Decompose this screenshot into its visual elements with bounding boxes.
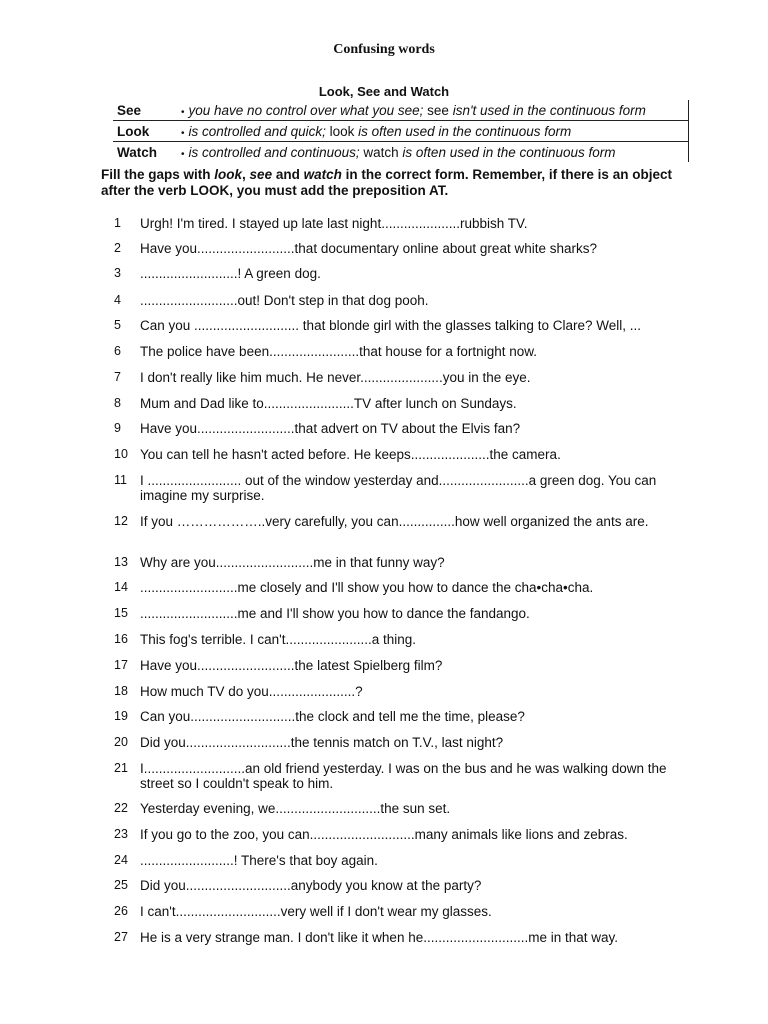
question-item xyxy=(112,735,672,750)
question-number: 26 xyxy=(114,904,128,918)
bullet-icon: • xyxy=(181,127,185,139)
question-item xyxy=(112,555,672,570)
question-text: Yesterday evening, we............................the sun set. xyxy=(140,801,451,816)
question-number: 9 xyxy=(114,421,121,435)
question-item xyxy=(112,684,672,699)
question-text: I...........................an old friend yesterday. I was on the bus and he was walking down the street so I couldn't speak to him. xyxy=(140,761,667,791)
question-item xyxy=(112,396,672,411)
question-item xyxy=(112,318,672,333)
question-text: Have you..........................that documentary online about great white sharks? xyxy=(140,241,597,256)
question-text: ..........................me closely and I'll show you how to dance the cha•cha•cha. xyxy=(140,580,594,595)
question-number: 24 xyxy=(114,853,128,867)
question-item xyxy=(112,709,672,724)
definition-text: • is controlled and quick; look is often used in the continuous form xyxy=(177,121,689,142)
question-item xyxy=(112,266,672,281)
question-number: 6 xyxy=(114,344,121,358)
question-item xyxy=(112,761,672,791)
question-text: I ......................... out of the window yesterday and........................a green dog. You can imagine my surprise. xyxy=(140,473,657,503)
worksheet-title: Confusing words xyxy=(333,42,435,57)
question-item xyxy=(112,514,672,529)
question-number: 3 xyxy=(114,266,121,280)
question-item xyxy=(112,241,672,256)
question-item xyxy=(112,473,672,503)
question-item xyxy=(112,216,672,231)
question-number: 16 xyxy=(114,632,128,646)
question-text: He is a very strange man. I don't like it when he............................me in that way. xyxy=(140,930,619,945)
question-text: If you ………………..very carefully, you can...............how well organized the ants are. xyxy=(140,514,649,529)
question-text: Can you ............................ that blonde girl with the glasses talking to Clare? Well, ... xyxy=(140,318,641,333)
question-number: 13 xyxy=(114,555,128,569)
question-text: Can you............................the clock and tell me the time, please? xyxy=(140,709,525,724)
question-item xyxy=(112,370,672,385)
question-number: 27 xyxy=(114,930,128,944)
question-item xyxy=(112,904,672,919)
question-number: 10 xyxy=(114,447,128,461)
question-item xyxy=(112,447,672,462)
definition-word: Look xyxy=(117,123,150,139)
definition-row-see xyxy=(113,100,689,121)
question-number: 15 xyxy=(114,606,128,620)
definition-text: • you have no control over what you see; see isn't used in the continuous form xyxy=(177,100,689,121)
question-text: This fog's terrible. I can't.......................a thing. xyxy=(140,632,417,647)
question-number: 11 xyxy=(114,473,127,487)
question-text: Did you............................anybody you know at the party? xyxy=(140,878,482,893)
question-text: Have you..........................that advert on TV about the Elvis fan? xyxy=(140,421,521,436)
question-number: 4 xyxy=(114,293,121,307)
question-number: 25 xyxy=(114,878,128,892)
question-text: ..........................out! Don't step in that dog pooh. xyxy=(140,293,429,308)
question-item xyxy=(112,827,672,842)
question-text: .........................! There's that boy again. xyxy=(140,853,378,868)
question-text: You can tell he hasn't acted before. He keeps.....................the camera. xyxy=(140,447,561,462)
question-item xyxy=(112,421,672,436)
definition-word: Watch xyxy=(117,144,157,160)
question-text: Urgh! I'm tired. I stayed up late last night.....................rubbish TV. xyxy=(140,216,528,231)
question-text: Mum and Dad like to........................TV after lunch on Sundays. xyxy=(140,396,517,411)
question-item xyxy=(112,344,672,359)
question-item xyxy=(112,580,672,595)
question-number: 20 xyxy=(114,735,128,749)
question-number: 19 xyxy=(114,709,128,723)
definition-text: • is controlled and continuous; watch is often used in the continuous form xyxy=(177,142,689,163)
question-text: ..........................me and I'll show you how to dance the fandango. xyxy=(140,606,530,621)
bullet-icon: • xyxy=(181,148,185,160)
definition-word: See xyxy=(117,102,142,118)
question-item xyxy=(112,606,672,621)
definition-row-look xyxy=(113,121,689,142)
question-number: 18 xyxy=(114,684,128,698)
question-item xyxy=(112,930,672,945)
question-item xyxy=(112,853,672,868)
question-number: 2 xyxy=(114,241,121,255)
question-text: Why are you..........................me in that funny way? xyxy=(140,555,445,570)
bullet-icon: • xyxy=(181,106,185,118)
question-item xyxy=(112,632,672,647)
question-text: The police have been........................that house for a fortnight now. xyxy=(140,344,537,359)
question-item xyxy=(112,293,672,308)
question-number: 1 xyxy=(114,216,121,230)
question-text: I don't really like him much. He never......................you in the eye. xyxy=(140,370,531,385)
question-text: Have you..........................the latest Spielberg film? xyxy=(140,658,443,673)
question-text: ..........................! A green dog. xyxy=(140,266,321,281)
question-number: 7 xyxy=(114,370,121,384)
question-number: 22 xyxy=(114,801,128,815)
question-text: How much TV do you.......................? xyxy=(140,684,363,699)
question-number: 23 xyxy=(114,827,128,841)
question-number: 21 xyxy=(114,761,128,775)
question-item xyxy=(112,878,672,893)
question-number: 5 xyxy=(114,318,121,332)
exercise-instructions: Fill the gaps with look, see and watch in the correct form. Remember, if there is an object after the verb LOOK, you must add the preposition AT. xyxy=(101,167,672,198)
question-number: 8 xyxy=(114,396,121,410)
question-number: 12 xyxy=(114,514,128,528)
question-text: If you go to the zoo, you can............................many animals like lions and zebras. xyxy=(140,827,628,842)
question-number: 14 xyxy=(114,580,128,594)
question-item xyxy=(112,658,672,673)
question-text: I can't............................very well if I don't wear my glasses. xyxy=(140,904,492,919)
section-subtitle: Look, See and Watch xyxy=(318,84,450,99)
definitions-table xyxy=(113,100,689,162)
question-text: Did you............................the tennis match on T.V., last night? xyxy=(140,735,504,750)
question-number: 17 xyxy=(114,658,128,672)
definition-row-watch xyxy=(113,142,689,163)
question-item xyxy=(112,801,672,816)
